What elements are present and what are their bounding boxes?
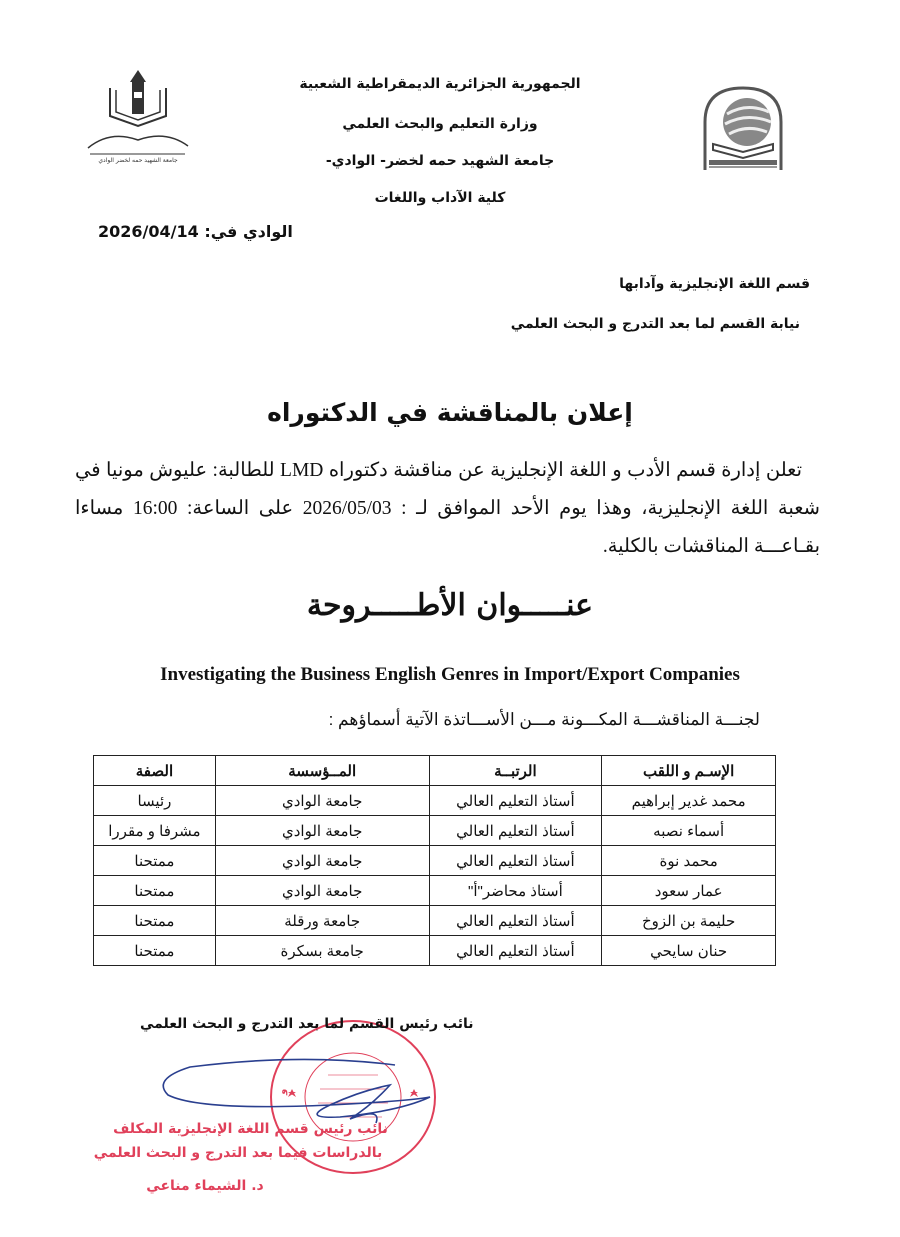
cell-rank: أستاذ محاضر"أ" — [429, 876, 602, 906]
thesis-title: Investigating the Business English Genres in Import/Export Companies — [160, 664, 740, 685]
cell-institution: جامعة الوادي — [215, 786, 429, 816]
cell-name: حنان سايحي — [602, 936, 776, 966]
cell-role: مشرفا و مقررا — [94, 816, 216, 846]
header-rank: الرتبــة — [429, 756, 602, 786]
table-row — [94, 846, 776, 876]
cell-name: عمار سعود — [602, 876, 776, 906]
stamp-name: د. الشيماء مناعي — [146, 1178, 264, 1194]
cell-name: محمد نوة — [602, 846, 776, 876]
header-name: الإسـم و اللقب — [602, 756, 776, 786]
stamp-line-1: نائب رئيس قسم اللغة الإنجليزية المكلف — [113, 1121, 388, 1137]
cell-role: ممتحنا — [94, 846, 216, 876]
cell-role: رئيسا — [94, 786, 216, 816]
table-row — [94, 936, 776, 966]
department-name: قسم اللغة الإنجليزية وآدابها — [619, 276, 810, 292]
stamp-line-2: بالدراسات فيما بعد التدرج و البحث العلمي — [93, 1145, 383, 1161]
signature-title: نائب رئيس القسم لما بعد التدرج و البحث العلمي — [140, 1016, 474, 1032]
table-row — [94, 816, 776, 846]
cell-institution: جامعة ورقلة — [215, 906, 429, 936]
cell-rank: أستاذ التعليم العالي — [429, 906, 602, 936]
university-logo — [697, 82, 789, 172]
cell-institution: جامعة الوادي — [215, 876, 429, 906]
cell-name: محمد غدير إبراهيم — [602, 786, 776, 816]
table-row — [94, 786, 776, 816]
date-label: الوادي في: — [204, 222, 293, 241]
cell-institution: جامعة الوادي — [215, 816, 429, 846]
faculty-logo — [80, 68, 195, 173]
date-line — [98, 222, 293, 241]
header-faculty: كلية الآداب واللغات — [374, 190, 506, 206]
header-institution: المــؤسسة — [215, 756, 429, 786]
cell-role: ممتحنا — [94, 906, 216, 936]
faculty-logo-subtext: جامعة الشهيد حمه لخضر الوادي — [98, 157, 178, 164]
cell-name: أسماء نصبه — [602, 816, 776, 846]
jury-table — [93, 755, 776, 966]
cell-rank: أستاذ التعليم العالي — [429, 816, 602, 846]
cell-rank: أستاذ التعليم العالي — [429, 786, 602, 816]
cell-rank: أستاذ التعليم العالي — [429, 846, 602, 876]
table-row — [94, 876, 776, 906]
announcement-body: تعلن إدارة قسم الأدب و اللغة الإنجليزية عن مناقشة دكتوراه LMD للطالبة: عليوش مونيا في شعبة اللغة الإنجليزية، وهذا يوم الأحد الموافق لـ : 2026/05/03 على الساعة: 16:00 مساءا بقـاعـــة المناقشات بالكلية. — [75, 460, 820, 557]
cell-rank: أستاذ التعليم العالي — [429, 936, 602, 966]
cell-institution: جامعة الوادي — [215, 846, 429, 876]
header-ministry: وزارة التعليم والبحث العلمي — [342, 116, 538, 132]
cell-institution: جامعة بسكرة — [215, 936, 429, 966]
round-stamp-text: و — [277, 1088, 289, 1095]
announcement-title: إعلان بالمناقشة في الدكتوراه — [267, 398, 633, 427]
jury-table-header — [94, 756, 776, 786]
cell-role: ممتحنا — [94, 936, 216, 966]
committee-intro: لجنـــة المناقشـــة المكـــونة مـــن الأســـاتذة الآتية أسماؤهم : — [328, 710, 760, 729]
cell-name: حليمة بن الزوخ — [602, 906, 776, 936]
header-republic: الجمهورية الجزائرية الديمقراطية الشعبية — [299, 76, 581, 92]
table-row — [94, 906, 776, 936]
department-office: نيابة القسم لما بعد التدرج و البحث العلمي — [510, 316, 800, 332]
cell-role: ممتحنا — [94, 876, 216, 906]
header-university: جامعة الشهيد حمه لخضر- الوادي- — [325, 153, 555, 169]
date-value: 2026/04/14 — [98, 222, 199, 241]
header-role: الصفة — [94, 756, 216, 786]
thesis-heading: عنـــــوان الأطـــــروحة — [306, 588, 594, 623]
